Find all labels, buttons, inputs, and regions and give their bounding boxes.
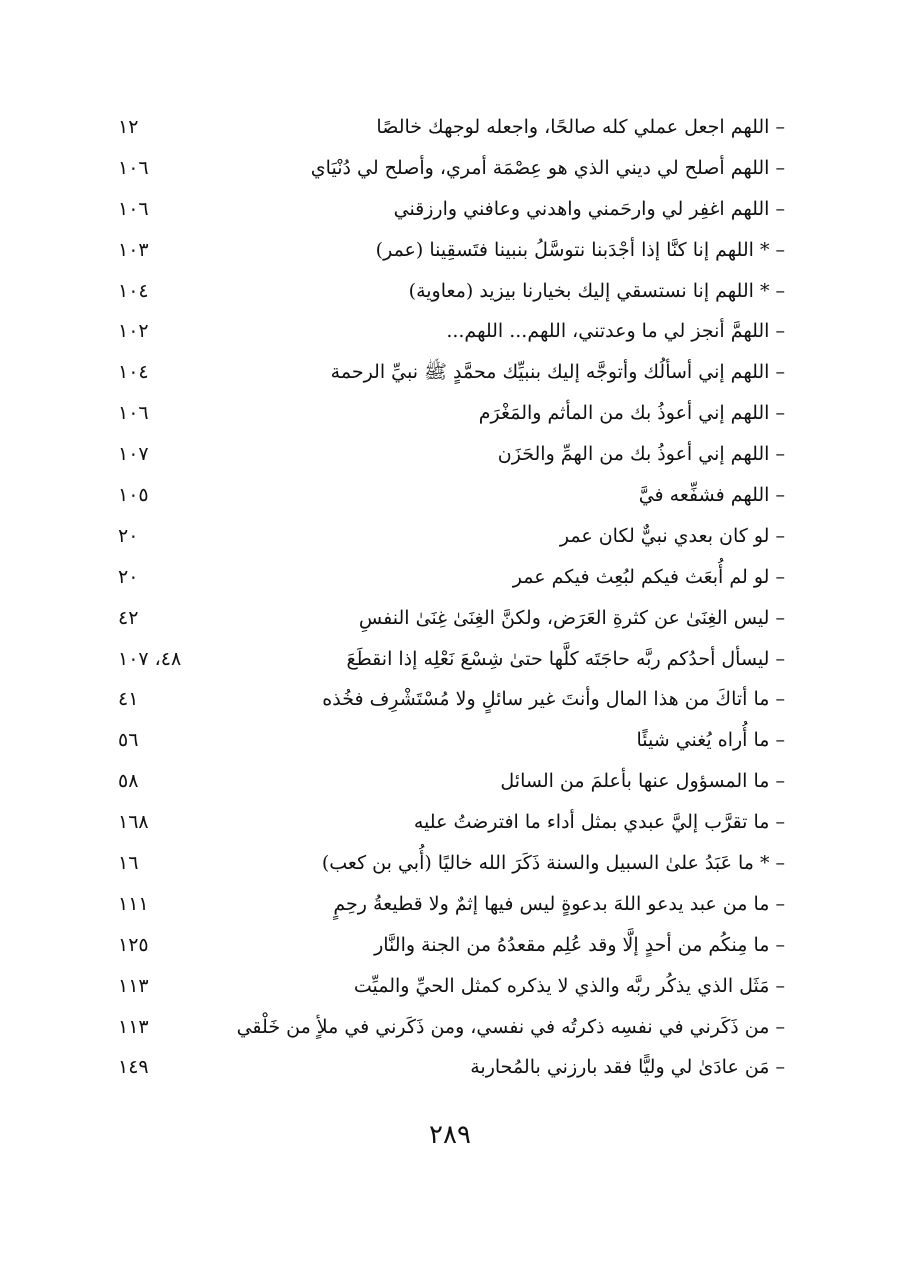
entry-page-ref: ٤٢ [118, 606, 139, 629]
entry-page-ref: ٥٦ [118, 729, 139, 752]
entry-text: – لو كان بعدي نبيٌّ لكان عمر [559, 524, 785, 547]
index-entry [118, 107, 785, 148]
entry-page-ref: ١٠٦ [118, 197, 149, 220]
entry-text: – * اللهم إنا نستسقي إليك بخيارنا بيزيد (معاوية) [408, 279, 785, 302]
entry-page-ref: ١١٣ [118, 1015, 149, 1038]
index-entry [118, 884, 785, 925]
entry-text: – اللهم إني أعوذُ بك من المأثم والمَغْرَم [478, 402, 785, 425]
entry-page-ref: ١١١ [118, 892, 149, 915]
entry-text: – اللهم أصلح لي ديني الذي هو عِصْمَة أمري، وأصلح لي دُنْيَاي [310, 156, 785, 179]
entry-page-ref: ١٠٧ [118, 443, 149, 466]
entry-page-ref: ٢٠ [118, 565, 139, 588]
entry-text: – لو لم أُبعَث فيكم لبُعِث فيكم عمر [512, 565, 785, 588]
entry-text: – ما مِنكُم من أحدٍ إلَّا وقد عُلِم مقعدُهُ من الجنة والنَّار [374, 933, 785, 956]
index-entry [118, 598, 785, 639]
entry-text: – ليسأل أحدُكم ربَّه حاجَتَه كلَّها حتىٰ شِسْعَ نَعْلِه إذا انقطَعَ [346, 647, 785, 670]
index-entry [118, 966, 785, 1007]
index-entry [118, 1007, 785, 1048]
index-entry [118, 802, 785, 843]
hadith-index-list [118, 107, 785, 1088]
entry-page-ref: ١٠٢ [118, 320, 149, 343]
index-entry [118, 189, 785, 230]
index-entry [118, 434, 785, 475]
index-entry [118, 475, 785, 516]
index-entry [118, 639, 785, 680]
entry-page-ref: ١٠٥ [118, 483, 149, 506]
index-entry [118, 393, 785, 434]
entry-text: – مَثَل الذي يذكُر ربَّه والذي لا يذكره كمثل الحيِّ والميِّت [353, 974, 785, 997]
index-entry [118, 516, 785, 557]
index-entry [118, 761, 785, 802]
entry-page-ref: ٥٨ [118, 770, 139, 793]
index-entry [118, 311, 785, 352]
entry-page-ref: ١٢ [118, 115, 139, 138]
index-entry [118, 720, 785, 761]
entry-page-ref: ١١٣ [118, 974, 149, 997]
entry-text: – ليس الغِنَىٰ عن كثرةِ العَرَض، ولكنَّ الغِنَىٰ غِنَىٰ النفسِ [358, 606, 785, 629]
entry-text: – ما تقرَّب إليَّ عبدي بمثل أداء ما افترضتُ عليه [413, 811, 785, 834]
entry-text: – مَن عادَىٰ لي وليًّا فقد بارزني بالمُحاربة [470, 1056, 785, 1079]
page-number: ٢٨٩ [429, 1120, 471, 1150]
entry-page-ref: ١٠٣ [118, 238, 149, 261]
entry-text: – اللهم إني أعوذُ بك من الهمِّ والحَزَن [497, 443, 785, 466]
entry-text: – اللهم إني أسألُك وأتوجَّه إليك بنبيِّك محمَّدٍ ﷺ نبيِّ الرحمة [330, 361, 785, 384]
entry-text: – من ذَكَرني في نفسِه ذكرتُه في نفسي، ومن ذَكَرني في ملأٍ من خَلْقي [236, 1015, 785, 1038]
entry-text: – * اللهم إنا كنَّا إذا أجْدَبنا نتوسَّلُ بنبينا فتَسقِينا (عمر) [375, 238, 785, 261]
entry-page-ref: ٤٨، ١٠٧ [118, 647, 182, 670]
entry-text: – ما المسؤول عنها بأعلمَ من السائل [500, 770, 785, 793]
entry-page-ref: ٢٠ [118, 524, 139, 547]
entry-text: – اللهم فشفِّعه فيَّ [638, 483, 785, 506]
entry-page-ref: ١٢٥ [118, 933, 149, 956]
index-entry [118, 843, 785, 884]
entry-page-ref: ١٦ [118, 851, 139, 874]
entry-page-ref: ١٤٩ [118, 1056, 149, 1079]
entry-text: – ما أتاكَ من هذا المال وأنتَ غير سائلٍ ولا مُسْتَشْرِف فخُذه [322, 688, 785, 711]
entry-page-ref: ١٠٤ [118, 361, 149, 384]
index-entry [118, 352, 785, 393]
index-entry [118, 925, 785, 966]
index-entry [118, 679, 785, 720]
index-entry [118, 271, 785, 312]
entry-page-ref: ٤١ [118, 688, 139, 711]
entry-text: – اللهم اغفِر لي وارحَمني واهدني وعافني وارزقني [393, 197, 785, 220]
index-entry [118, 557, 785, 598]
index-entry [118, 1047, 785, 1088]
entry-text: – ما من عبد يدعو اللهَ بدعوةٍ ليس فيها إثمٌ ولا قطيعةُ رحِمٍ [333, 892, 785, 915]
entry-text: – * ما عَبَدُ علىٰ السبيل والسنة ذَكَرَ الله خاليًا (أُبي بن كعب) [321, 851, 785, 874]
entry-page-ref: ١٠٦ [118, 402, 149, 425]
entry-text: – ما أُراه يُغني شيئًا [636, 729, 785, 752]
entry-page-ref: ١٠٦ [118, 156, 149, 179]
entry-page-ref: ١٦٨ [118, 811, 149, 834]
index-entry [118, 230, 785, 271]
entry-text: – اللهم اجعل عملي كله صالحًا، واجعله لوجهك خالصًا [376, 115, 785, 138]
entry-page-ref: ١٠٤ [118, 279, 149, 302]
index-entry [118, 148, 785, 189]
entry-text: – اللهمَّ أنجز لي ما وعدتني، اللهم... اللهم... [446, 320, 785, 343]
